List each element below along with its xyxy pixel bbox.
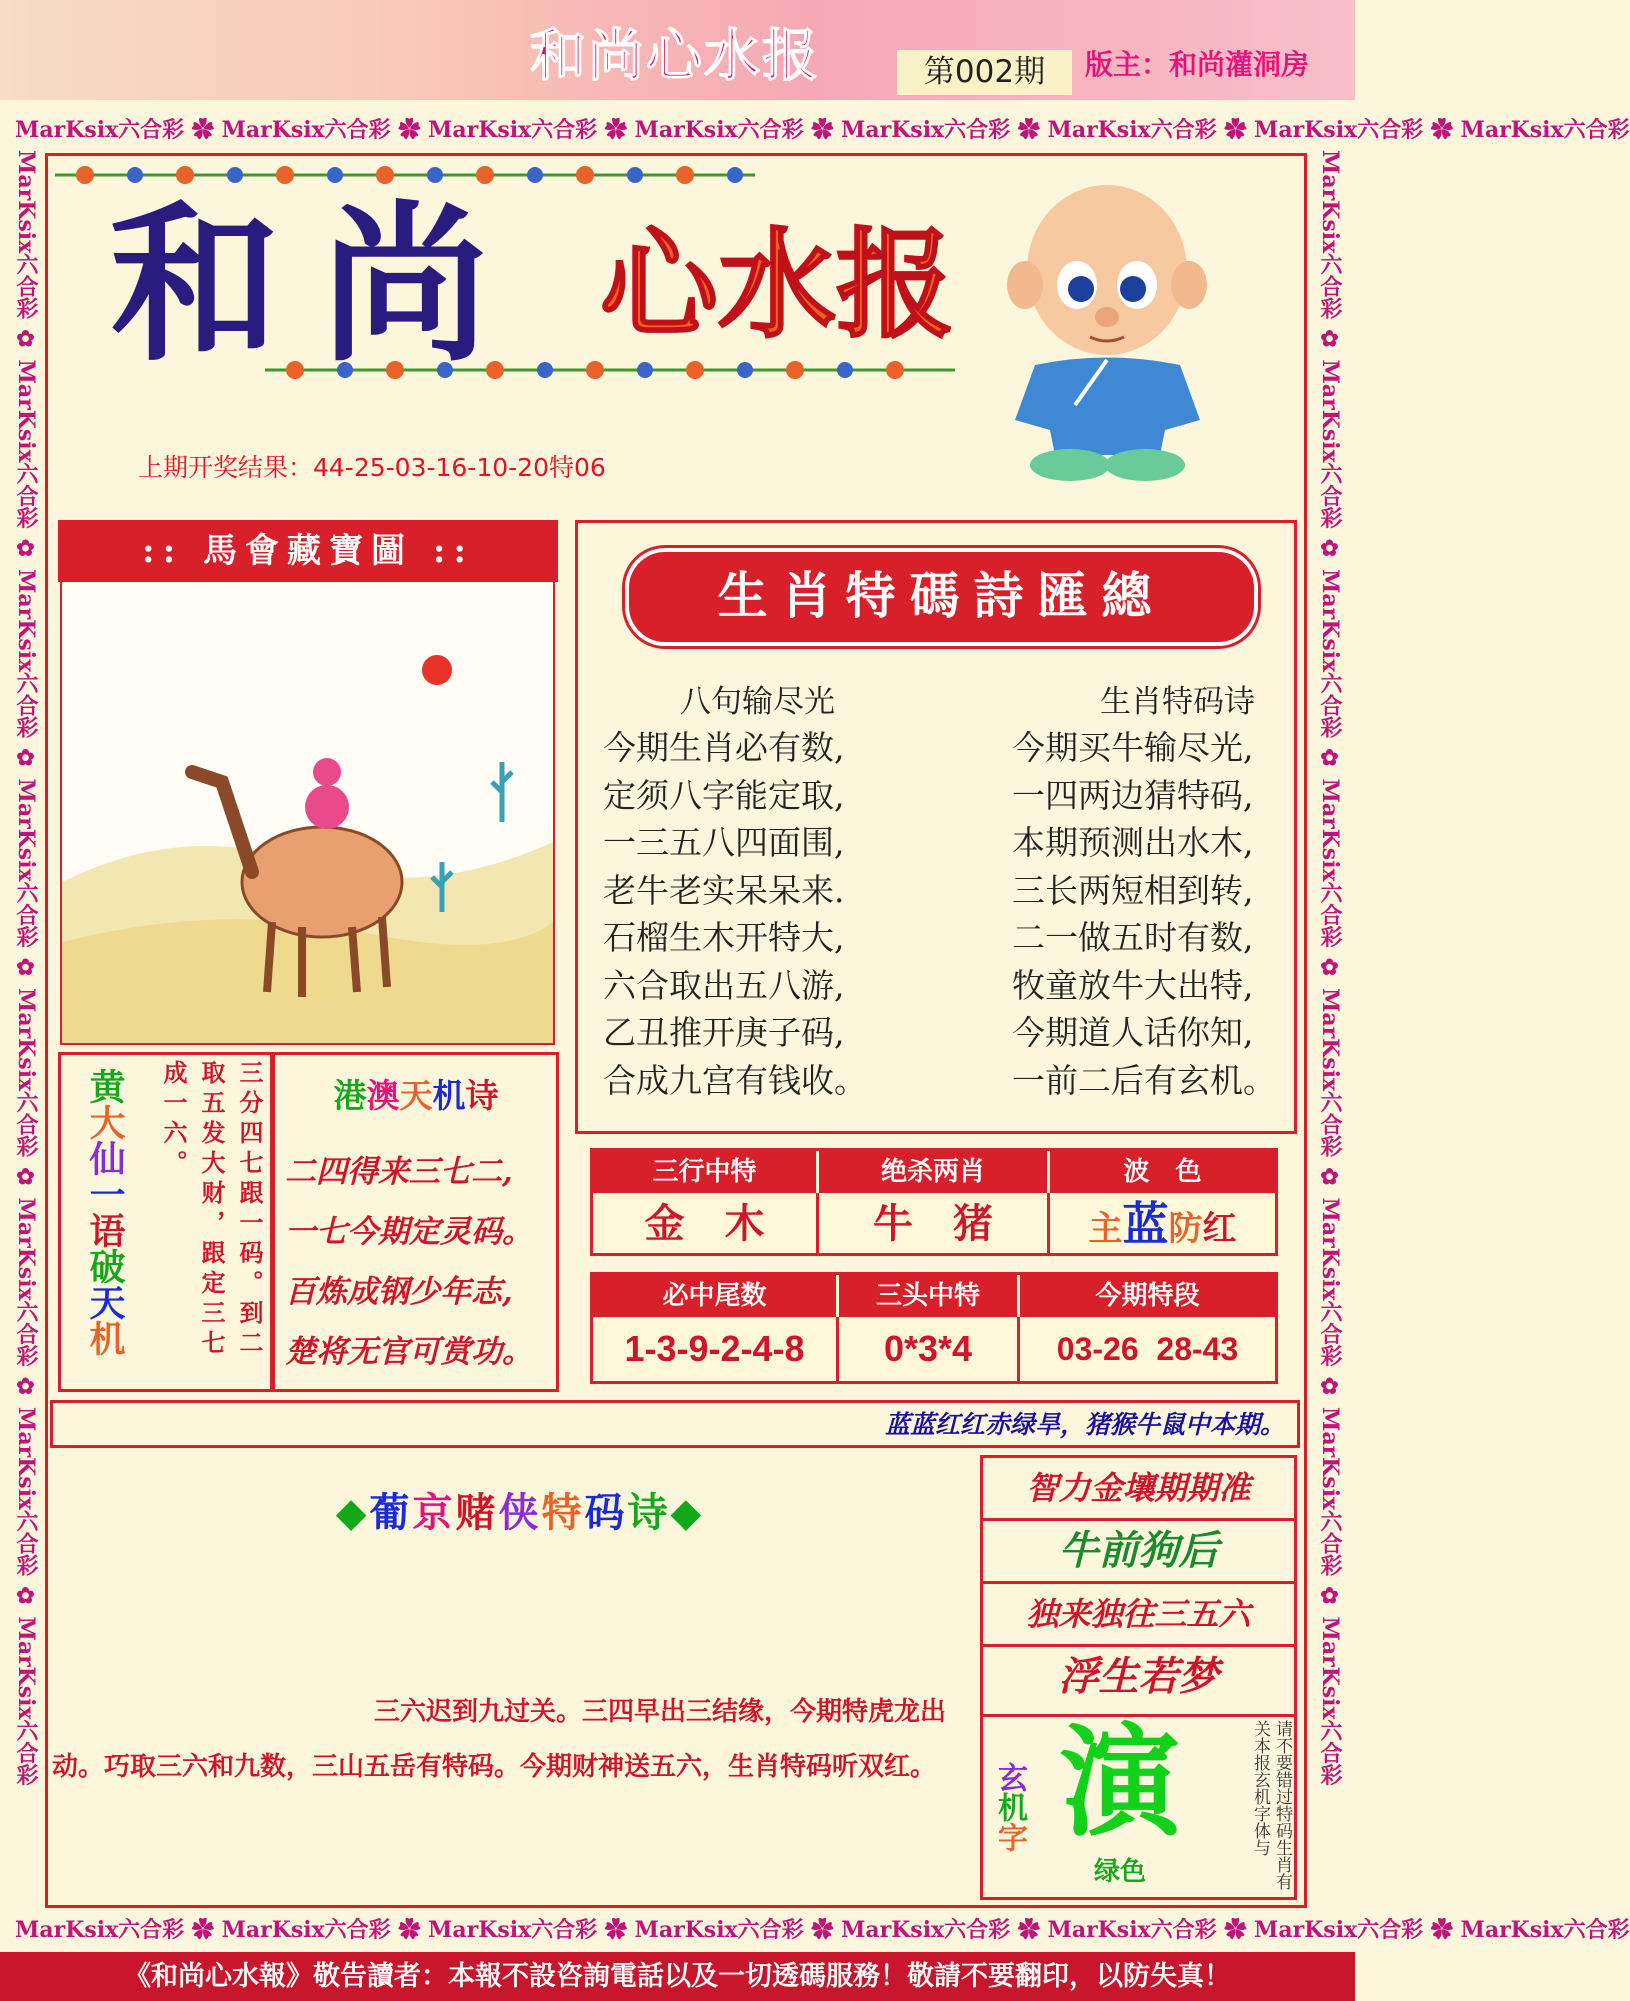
poem-line: 本期预测出水木,: [1012, 823, 1254, 862]
poem-line: 牧童放牛大出特,: [1012, 965, 1254, 1005]
poem-line: 合成九宫有钱收。: [603, 1060, 867, 1100]
mystery-char: 演: [1060, 1712, 1180, 1853]
poem-line: 今期买牛输尽光,: [1012, 728, 1254, 767]
border-strip-top: MarKsix六合彩 ✿ MarKsix六合彩 ✿ MarKsix六合彩 ✿ MarKsix六合彩 ✿ MarKsix六合彩 ✿ MarKsix六合彩 ✿ MarKsix六合彩 ✿ MarKsix六合彩: [15, 117, 1630, 143]
poem-line: 老牛老实呆呆来.: [603, 870, 845, 910]
gangao-title: 港澳天机诗: [333, 1076, 499, 1115]
border-strip-right: MarKsix六合彩 ✿ MarKsix六合彩 ✿ MarKsix六合彩 ✿ MarKsix六合彩 ✿ MarKsix六合彩 ✿ MarKsix六合彩 ✿ MarKsix六合彩 ✿ MarKsix六合彩: [1317, 150, 1343, 1786]
left-poem-title: 八句输尽光: [680, 684, 835, 720]
poem-line: 二一做五时有数,: [1012, 918, 1254, 957]
stat-header: 三行中特: [593, 1151, 816, 1193]
issue-number: 第002期: [897, 50, 1072, 95]
huangdaxian-text: 三分四七跟一码。到二取五发大财，跟定三七成一六。: [159, 1060, 264, 1360]
stat-value: 0*3*4: [883, 1328, 973, 1369]
poem-line: 今期道人话你知,: [1012, 1013, 1254, 1052]
gangao-poem: [285, 1142, 555, 1382]
right-poem: [1012, 724, 1302, 1104]
pujing-text: 三六迟到九过关。三四早出三结缘，今期特虎龙出动。巧取三六和九数，三山五岳有特码。今期财神送五六，生肖特码听双红。: [52, 1697, 947, 1782]
stat-value: 1-3-9-2-4-8: [624, 1328, 805, 1369]
right-panel-row: 牛前狗后: [983, 1521, 1294, 1584]
wave-color-value: [1050, 1196, 1275, 1252]
mystery-char-label: 玄机字: [992, 1762, 1027, 1852]
mahui-picture: [60, 580, 555, 1045]
poem-line: 一前二后有玄机。: [1012, 1060, 1276, 1100]
wave-red: 红: [1202, 1209, 1237, 1249]
monk-cartoon-icon: [995, 175, 1220, 485]
poem-line: 三长两短相到转,: [1012, 870, 1254, 910]
stat-header: 波 色: [1050, 1151, 1275, 1193]
stat-header: 绝杀两肖: [819, 1151, 1047, 1193]
shengxiao-title: 生肖特碼詩匯總: [625, 548, 1258, 646]
poem-line: 楚将无官可赏功。: [285, 1334, 533, 1370]
last-draw-result: 上期开奖结果：44-25-03-16-10-20特06: [138, 453, 606, 482]
masthead-subtitle: 心水报: [600, 215, 955, 354]
poem-line: 今期生肖必有数,: [603, 728, 845, 767]
stat-value: 金 木: [644, 1200, 765, 1247]
editor-credit: 版主：和尚灌洞房: [1085, 48, 1310, 81]
poem-line: 一七今期定灵码。: [285, 1214, 533, 1250]
mahui-title: :: 馬會藏寶圖 ::: [58, 520, 558, 582]
pujing-title: ◆葡京赌侠特码诗◆: [335, 1489, 705, 1536]
stat-value: 牛 猪: [873, 1200, 993, 1247]
right-panel-row: 独来独往三五六: [983, 1584, 1294, 1647]
footer-notice: 《和尚心水報》敬告讀者：本報不設咨詢電話以及一切透碼服務！敬請不要翻印，以防失真！: [0, 1952, 1355, 2001]
stripe-text: 蓝蓝红红赤绿旱，猪猴牛鼠中本期。: [884, 1410, 1285, 1439]
stat-header: 必中尾数: [593, 1275, 836, 1317]
poem-line: 乙丑推开庚子码,: [603, 1013, 845, 1052]
poem-line: 二四得来三七二,: [285, 1154, 513, 1190]
right-poem-title: 生肖特码诗: [1100, 684, 1255, 720]
wave-main-label: 主: [1088, 1209, 1123, 1249]
camel-desert-icon: [62, 582, 553, 1043]
poem-line: 定须八字能定取,: [603, 775, 845, 815]
poem-line: 百炼成钢少年志,: [285, 1274, 513, 1310]
right-panel-row: 智力金壤期期准: [983, 1458, 1294, 1521]
left-poem: [603, 724, 903, 1104]
huangdaxian-title: 黄大仙一语破天机: [84, 1068, 126, 1356]
banner-title: 和尚心水报: [530, 23, 820, 89]
border-strip-bottom: MarKsix六合彩 ✿ MarKsix六合彩 ✿ MarKsix六合彩 ✿ MarKsix六合彩 ✿ MarKsix六合彩 ✿ MarKsix六合彩 ✿ MarKsix六合彩 ✿ MarKsix六合彩: [15, 1917, 1630, 1943]
mystery-note: 请不要错过特码生肖有关本报玄机字体与: [1250, 1720, 1292, 1890]
stat-header: 三头中特: [839, 1275, 1017, 1317]
poem-line: 六合取出五八游,: [603, 965, 845, 1005]
wave-guard-label: 防: [1168, 1209, 1203, 1249]
mystery-char-color: 绿色: [1093, 1857, 1146, 1887]
stat-header: 今期特段: [1020, 1275, 1275, 1317]
poem-line: 石榴生木开特大,: [603, 918, 845, 957]
border-strip-left: MarKsix六合彩 ✿ MarKsix六合彩 ✿ MarKsix六合彩 ✿ MarKsix六合彩 ✿ MarKsix六合彩 ✿ MarKsix六合彩 ✿ MarKsix六合彩 ✿ MarKsix六合彩: [13, 150, 39, 1786]
poem-line: 一三五八四面围,: [603, 823, 845, 862]
right-panel-row: 浮生若梦: [983, 1647, 1294, 1717]
masthead-title: 和尚: [110, 185, 531, 385]
poem-line: 一四两边猜特码,: [1012, 775, 1254, 815]
wave-blue: 蓝: [1122, 1197, 1169, 1251]
stat-value: 03-26 28-43: [1056, 1331, 1239, 1367]
